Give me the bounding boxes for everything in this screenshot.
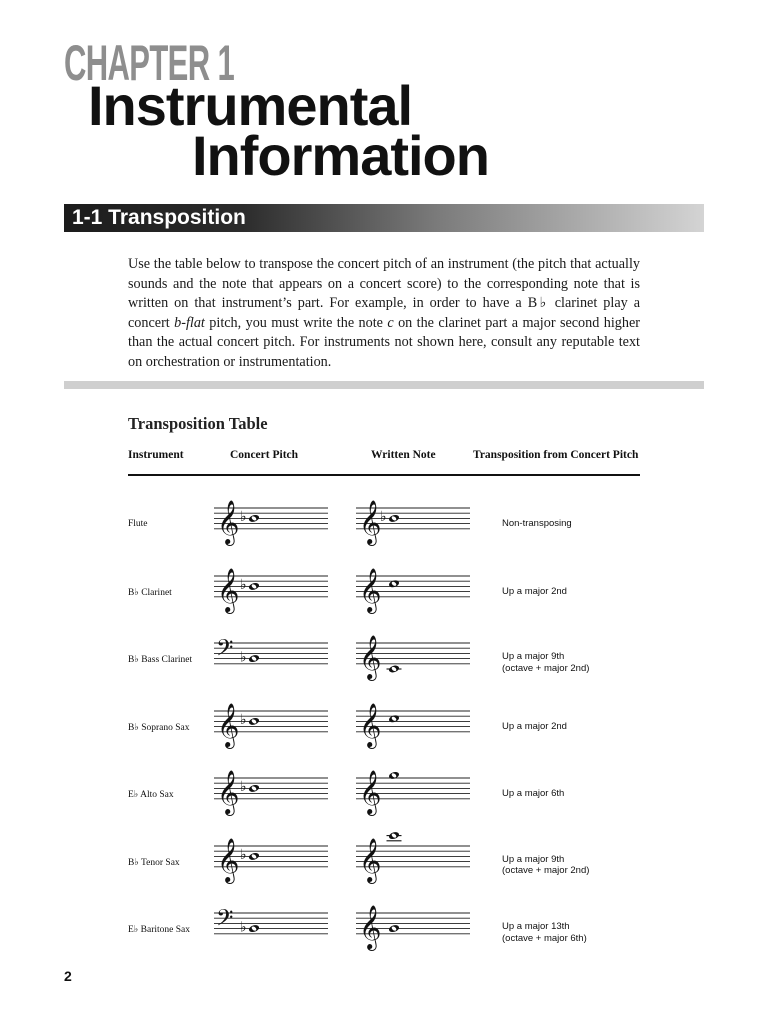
intro-text-2: clarinet play a concert <box>128 295 640 331</box>
concert-pitch-note <box>248 924 260 933</box>
column-header-concert-pitch: Concert Pitch <box>230 449 299 461</box>
transposition-text <box>502 854 589 877</box>
flat-accidental-icon: ♭ <box>240 919 247 936</box>
staff-pair <box>0 482 768 542</box>
instrument-name: B♭ Bass Clarinet <box>128 655 193 665</box>
intro-text-3: pitch, you must write the note <box>204 314 388 331</box>
treble-clef-icon: 𝄞 <box>217 499 240 544</box>
staff-pair <box>0 887 768 947</box>
instrument-name: B♭ Tenor Sax <box>128 857 180 868</box>
concert-pitch-note <box>248 654 260 663</box>
instrument-name: B♭ Clarinet <box>128 587 172 598</box>
transposition-text <box>502 921 587 944</box>
chapter-label: CHAPTER 1 <box>64 35 235 91</box>
column-header-transposition: Transposition from Concert Pitch <box>473 449 639 461</box>
concert-pitch-note <box>248 784 260 793</box>
flat-accidental-icon: ♭ <box>380 509 387 526</box>
treble-clef-icon: 𝄞 <box>217 837 240 882</box>
written-note-note <box>388 830 400 839</box>
transposition-line: (octave + major 2nd) <box>502 865 590 876</box>
table-row <box>0 617 768 677</box>
written-note-note <box>388 771 400 780</box>
table-title: Transposition Table <box>128 414 268 433</box>
intro-paragraph <box>128 255 640 372</box>
transposition-line: Up a major 6th <box>502 788 565 799</box>
staff-pair <box>0 820 768 880</box>
instrument-name: E♭ Alto Sax <box>128 790 174 800</box>
instrument-name: E♭ Baritone Sax <box>128 925 190 935</box>
section-divider <box>64 381 704 389</box>
transposition-line: Up a major 9th <box>502 651 565 662</box>
intro-text-1: Use the table below to transpose the concert pitch of an instrument (the pitch that actually sounds and the note that appears on a concert score) to the corresponding note that is written on that instrument’s part. For example, in order to have a B <box>128 256 640 311</box>
section-title: 1-1 Transposition <box>72 206 246 229</box>
flat-accidental-icon: ♭ <box>240 779 247 796</box>
chapter-title-line2: Information <box>192 124 489 187</box>
table-row <box>0 685 768 745</box>
flat-accidental-icon: ♭ <box>240 649 247 666</box>
transposition-text <box>502 651 589 674</box>
flat-symbol: ♭ <box>537 295 549 311</box>
concert-pitch-note <box>248 514 260 523</box>
flat-accidental-icon: ♭ <box>240 846 247 863</box>
concert-pitch-note <box>248 716 260 725</box>
table-row <box>0 820 768 880</box>
staff-pair <box>0 550 768 610</box>
transposition-line: (octave + major 6th) <box>502 932 587 944</box>
staff-pair <box>0 617 768 677</box>
treble-clef-icon: 𝄞 <box>359 567 382 612</box>
treble-clef-icon: 𝄞 <box>359 904 382 949</box>
written-note-note <box>388 514 400 523</box>
treble-clef-icon: 𝄞 <box>217 769 240 814</box>
table-row <box>0 550 768 610</box>
treble-clef-icon: 𝄞 <box>359 837 382 882</box>
intro-emphasis-c: c <box>387 314 394 331</box>
transposition-line: Non-transposing <box>502 518 572 529</box>
instrument-name: Flute <box>128 519 148 529</box>
bass-clef-icon: 𝄢 <box>216 905 234 937</box>
section-header-bar <box>64 204 704 232</box>
staff-pair <box>0 752 768 812</box>
header-rule <box>128 474 640 476</box>
transposition-line: Up a major 13th <box>502 921 570 932</box>
transposition-text <box>502 586 567 598</box>
treble-clef-icon: 𝄞 <box>217 702 240 747</box>
column-header-written-note: Written Note <box>371 449 436 461</box>
written-note-note <box>388 579 400 588</box>
flat-accidental-icon: ♭ <box>240 576 247 593</box>
written-note-note <box>388 664 400 673</box>
table-row <box>0 482 768 542</box>
page-number: 2 <box>64 968 72 984</box>
flat-accidental-icon: ♭ <box>240 711 247 728</box>
written-note-note <box>388 714 400 723</box>
flat-accidental-icon: ♭ <box>240 509 247 526</box>
transposition-text <box>502 721 567 733</box>
bass-clef-icon: 𝄢 <box>216 635 234 667</box>
treble-clef-icon: 𝄞 <box>359 769 382 814</box>
transposition-line: Up a major 2nd <box>502 585 567 597</box>
transposition-text <box>502 518 572 530</box>
table-row <box>0 752 768 812</box>
intro-emphasis-bflat: b-flat <box>174 314 205 331</box>
transposition-text <box>502 788 564 800</box>
written-note-note <box>388 924 400 933</box>
concert-pitch-note <box>248 851 260 860</box>
transposition-line: Up a major 9th <box>502 853 565 865</box>
intro-text-4: on the clarinet part a major second higher than the actual concert pitch. For instruments not shown here, consult any reputable text on orchestration or instrumentation. <box>128 314 640 370</box>
treble-clef-icon: 𝄞 <box>359 634 382 679</box>
concert-pitch-note <box>248 581 260 590</box>
treble-clef-icon: 𝄞 <box>359 702 382 747</box>
transposition-line: (octave + major 2nd) <box>502 662 590 674</box>
table-row <box>0 887 768 947</box>
instrument-name: B♭ Soprano Sax <box>128 722 190 733</box>
chapter-title-line1: Instrumental <box>88 74 413 137</box>
treble-clef-icon: 𝄞 <box>359 499 382 544</box>
column-header-instrument: Instrument <box>128 449 184 461</box>
treble-clef-icon: 𝄞 <box>217 567 240 612</box>
staff-pair <box>0 685 768 745</box>
transposition-line: Up a major 2nd <box>502 720 567 732</box>
